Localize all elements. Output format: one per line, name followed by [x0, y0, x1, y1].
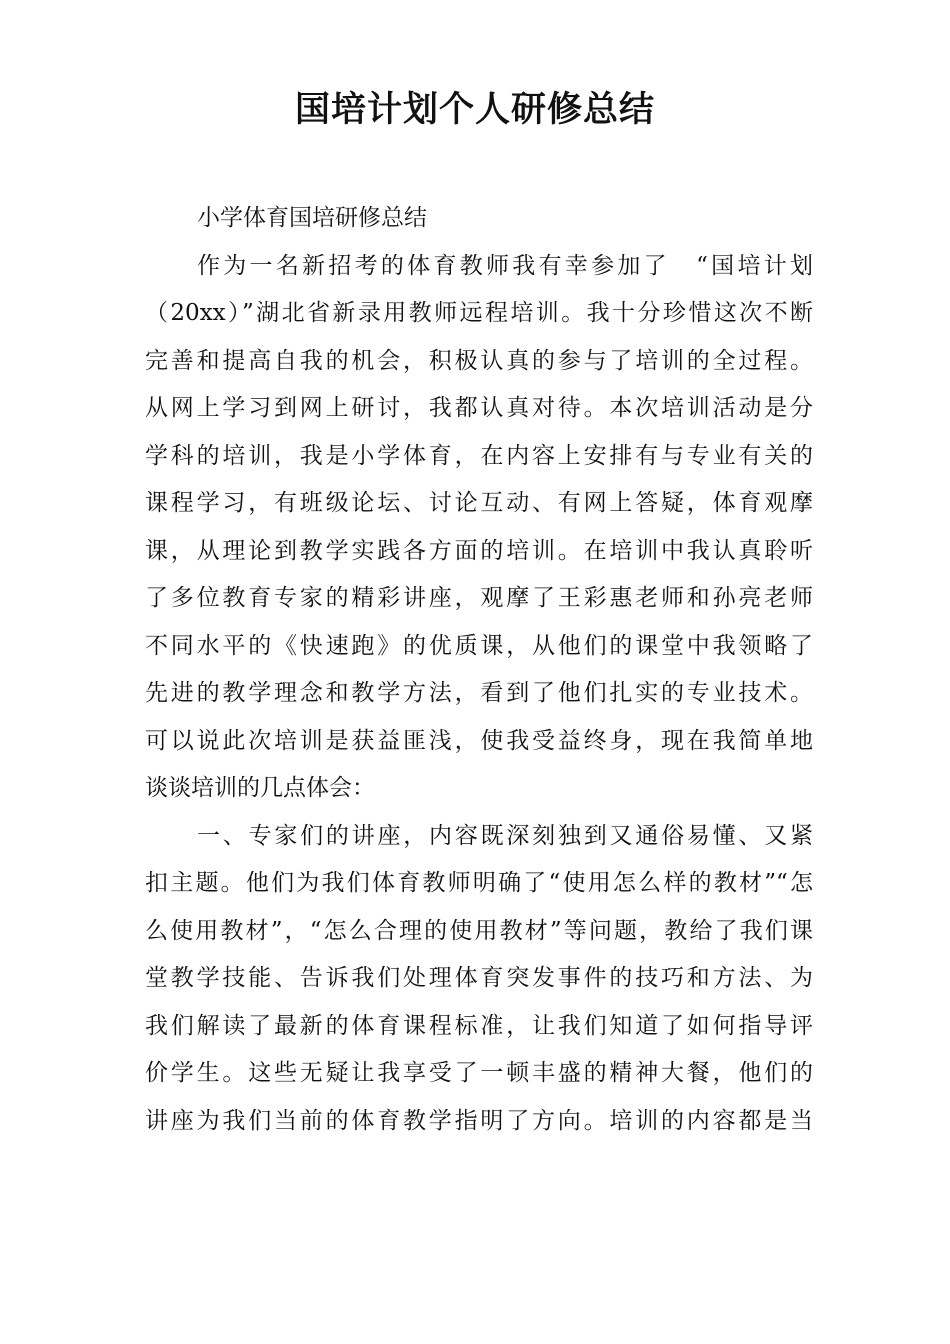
paragraph-line: 我们解读了最新的体育课程标准，让我们知道了如何指导评	[145, 1012, 813, 1039]
paragraph-line: 课程学习，有班级论坛、讨论互动、有网上答疑，体育观摩	[145, 490, 813, 516]
paragraph-line: 堂教学技能、告诉我们处理体育突发事件的技巧和方法、为	[145, 965, 813, 991]
paragraph-line: 学科的培训，我是小学体育，在内容上安排有与专业有关的	[145, 442, 813, 469]
paragraph-line: 讲座为我们当前的体育教学指明了方向。培训的内容都是当	[145, 1107, 813, 1134]
paragraph-line: （20xx）”湖北省新录用教师远程培训。我十分珍惜这次不断	[145, 300, 813, 326]
paragraph-line: 了多位教育专家的精彩讲座，观摩了王彩惠老师和孙亮老师	[145, 585, 813, 611]
paragraph-line: 可以说此次培训是获益匪浅，使我受益终身，现在我简单地	[145, 727, 813, 754]
paragraph-line: 不同水平的《快速跑》的优质课，从他们的课堂中我领略了	[145, 632, 813, 659]
paragraph-line: 价学生。这些无疑让我享受了一顿丰盛的精神大餐，他们的	[145, 1060, 813, 1086]
paragraph-line: 完善和提高自我的机会，积极认真的参与了培训的全过程。	[145, 347, 813, 374]
paragraph-line: 从网上学习到网上研讨，我都认真对待。本次培训活动是分	[145, 395, 813, 421]
paragraph-line: 一、专家们的讲座，内容既深刻独到又通俗易懂、又紧	[197, 822, 813, 849]
paragraph-line: 扣主题。他们为我们体育教师明确了“使用怎么样的教材”“怎	[145, 870, 813, 896]
paragraph-line: 课，从理论到教学实践各方面的培训。在培训中我认真聆听	[145, 537, 813, 564]
subtitle-line: 小学体育国培研修总结	[197, 205, 427, 231]
paragraph-line: 谈谈培训的几点体会：	[145, 775, 375, 801]
paragraph-line: 先进的教学理念和教学方法，看到了他们扎实的专业技术。	[145, 680, 813, 706]
document-title: 国培计划个人研修总结	[294, 89, 655, 130]
paragraph-line: 么使用教材”，“怎么合理的使用教材”等问题，教给了我们课	[145, 917, 813, 944]
document-body	[145, 195, 813, 1145]
paragraph-line: 作为一名新招考的体育教师我有幸参加了 “国培计划	[197, 252, 813, 279]
